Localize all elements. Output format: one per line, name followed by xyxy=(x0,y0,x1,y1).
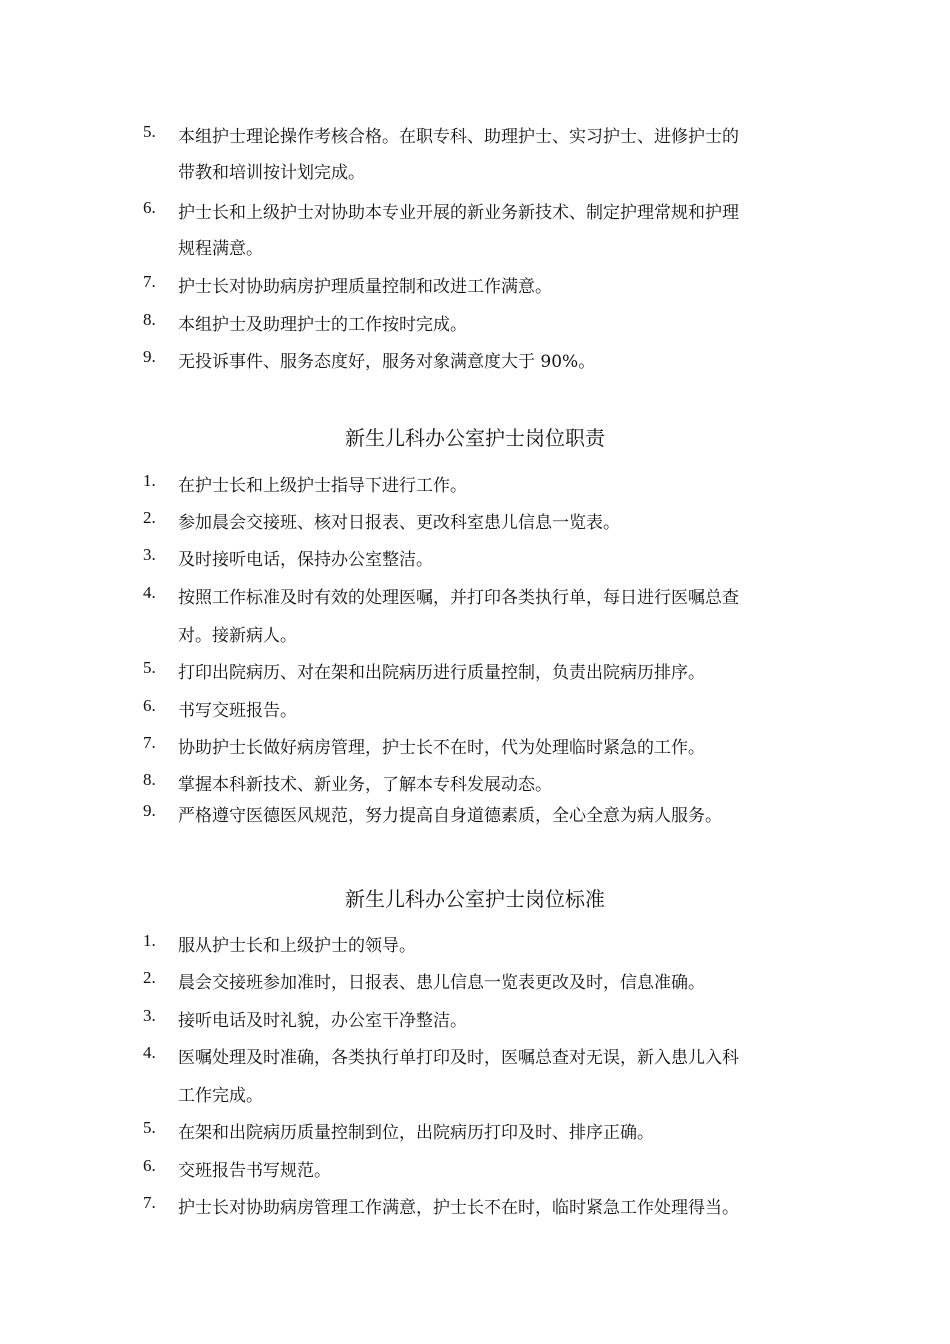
item-text-continued: 带教和培训按计划完成。 xyxy=(178,163,365,183)
item-text: 在架和出院病历质量控制到位，出院病历打印及时、排序正确。 xyxy=(178,1123,654,1143)
item-number: 2. xyxy=(143,968,156,987)
item-text: 按照工作标准及时有效的处理医嘱，并打印各类执行单，每日进行医嘱总查 xyxy=(178,588,739,608)
item-text: 参加晨会交接班、核对日报表、更改科室患儿信息一览表。 xyxy=(178,513,620,533)
item-text: 护士长对协助病房管理工作满意，护士长不在时，临时紧急工作处理得当。 xyxy=(178,1198,739,1218)
item-number: 6. xyxy=(143,198,156,217)
item-number: 2. xyxy=(143,508,156,527)
section-title: 新生儿科办公室护士岗位标准 xyxy=(345,887,605,911)
item-text: 严格遵守医德医风规范，努力提高自身道德素质，全心全意为病人服务。 xyxy=(178,806,722,826)
item-number: 5. xyxy=(143,1118,156,1137)
item-text-continued: 工作完成。 xyxy=(178,1086,263,1106)
item-text: 掌握本科新技术、新业务，了解本专科发展动态。 xyxy=(178,775,552,795)
item-text: 护士长和上级护士对协助本专业开展的新业务新技术、制定护理常规和护理 xyxy=(178,203,739,223)
item-text: 打印出院病历、对在架和出院病历进行质量控制，负责出院病历排序。 xyxy=(178,663,705,683)
item-number: 8. xyxy=(143,770,156,789)
item-text: 晨会交接班参加准时，日报表、患儿信息一览表更改及时，信息准确。 xyxy=(178,973,705,993)
item-text-continued: 对。接新病人。 xyxy=(178,626,297,646)
item-text: 本组护士理论操作考核合格。在职专科、助理护士、实习护士、进修护士的 xyxy=(178,127,739,147)
item-number: 3. xyxy=(143,1006,156,1025)
item-text: 服从护士长和上级护士的领导。 xyxy=(178,936,416,956)
item-number: 7. xyxy=(143,733,156,752)
item-number: 7. xyxy=(143,272,156,291)
item-text: 及时接听电话，保持办公室整洁。 xyxy=(178,550,433,570)
item-number: 3. xyxy=(143,545,156,564)
item-number: 1. xyxy=(143,931,156,950)
item-text-continued: 规程满意。 xyxy=(178,239,263,259)
item-text: 护士长对协助病房护理质量控制和改进工作满意。 xyxy=(178,277,552,297)
item-text: 书写交班报告。 xyxy=(178,701,297,721)
item-text: 医嘱处理及时准确，各类执行单打印及时，医嘱总查对无误，新入患儿入科 xyxy=(178,1048,739,1068)
item-number: 4. xyxy=(143,583,156,602)
item-number: 1. xyxy=(143,471,156,490)
item-text: 无投诉事件、服务态度好，服务对象满意度大于 90%。 xyxy=(178,352,596,372)
item-number: 5. xyxy=(143,122,156,141)
item-text: 接听电话及时礼貌，办公室干净整洁。 xyxy=(178,1011,467,1031)
item-number: 5. xyxy=(143,658,156,677)
item-text: 在护士长和上级护士指导下进行工作。 xyxy=(178,476,467,496)
item-number: 6. xyxy=(143,696,156,715)
item-text: 交班报告书写规范。 xyxy=(178,1161,331,1181)
item-text: 协助护士长做好病房管理，护士长不在时，代为处理临时紧急的工作。 xyxy=(178,738,705,758)
item-number: 7. xyxy=(143,1193,156,1212)
item-number: 6. xyxy=(143,1156,156,1175)
item-number: 8. xyxy=(143,310,156,329)
item-number: 4. xyxy=(143,1043,156,1062)
item-number: 9. xyxy=(143,347,156,366)
section-title: 新生儿科办公室护士岗位职责 xyxy=(345,426,605,450)
item-number: 9. xyxy=(143,801,156,820)
item-text: 本组护士及助理护士的工作按时完成。 xyxy=(178,315,467,335)
